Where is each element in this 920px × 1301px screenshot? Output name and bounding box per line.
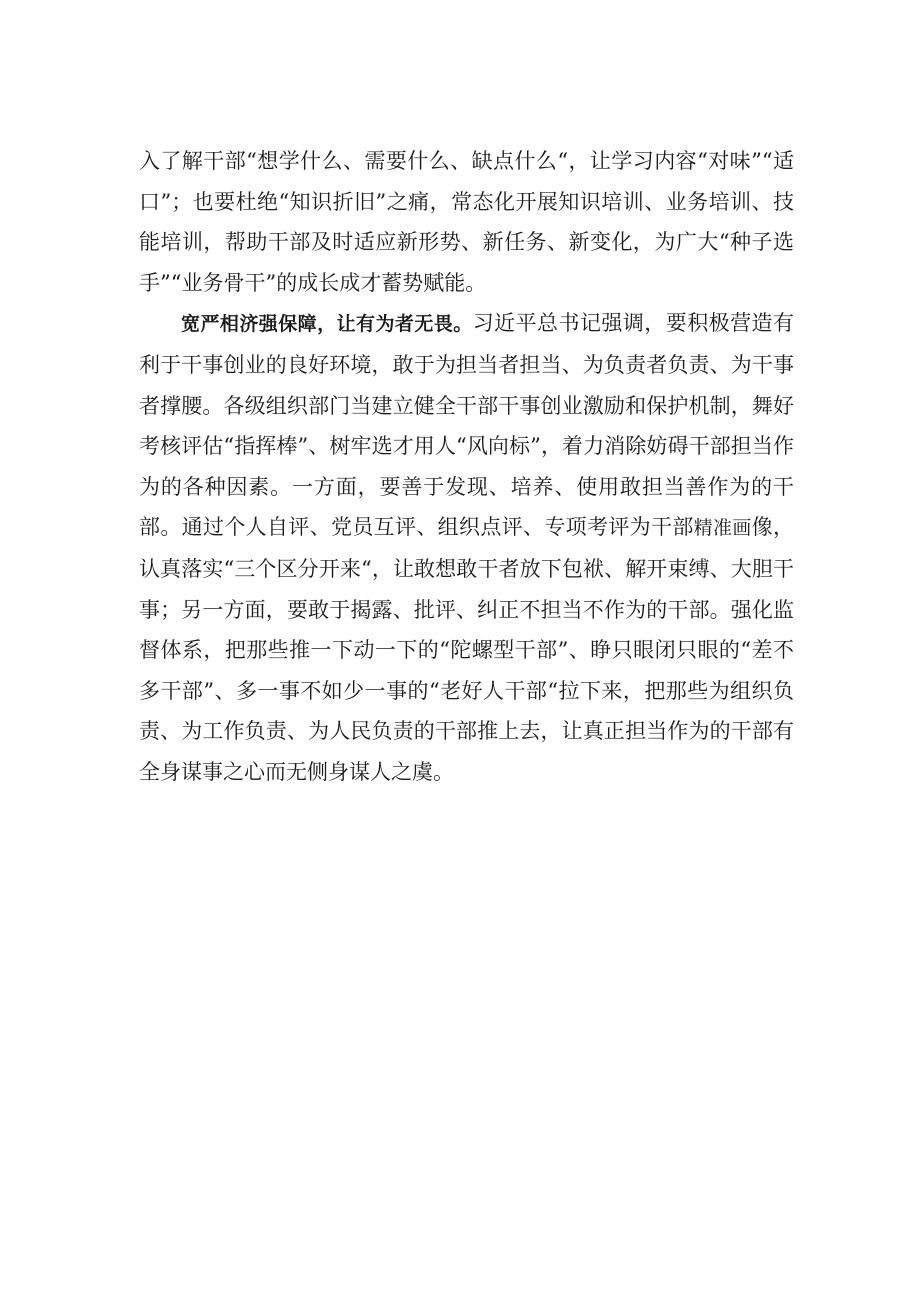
body-text [139,141,794,793]
paragraph-emphasis: 精准画 [693,517,752,540]
paragraph-guarantee [139,303,794,792]
paragraph-body-part1: 习近平总书记强调，要积极营造有利于干事创业的良好环境，敢于为担当者担当、为负责者负责、为干事者撑腰。各级组织部门当建立健全干部干事创业激励和保护机制，舞好考核评估“指挥棒”、树牢选才用人“风向标”，着力消除妨碍干部担当作为的各种因素。一方面，要善于发现、培养、使用敢担当善作为的干部。通过个人自评、党员互评、组织点评、专项考评为干部 [139,311,794,540]
paragraph-lead-heading: 宽严相济强保障，让有为者无畏。 [181,313,473,336]
paragraph-body-part2: 像，认真落实“三个区分开来“，让敢想敢干者放下包袱、解开束缚、大胆干事；另一方面，要敢于揭露、批评、纠正不担当不作为的干部。强化监督体系，把那些推一下动一下的“陀螺型干部”、睁只眼闭只眼的“差不多干部”、多一事不如少一事的“老好人干部“拉下来，把那些为组织负责、为工作负责、为人民负责的干部推上去，让真正担当作为的干部有全身谋事之心而无侧身谋人之虞。 [139,515,794,784]
paragraph-continuation: 入了解干部“想学什么、需要什么、缺点什么“，让学习内容“对味”“适口”；也要杜绝“知识折旧”之痛，常态化开展知识培训、业务培训、技能培训，帮助干部及时适应新形势、新任务、新变化，为广大“种子选手”“业务骨干”的成长成才蓄势赋能。 [139,149,794,295]
